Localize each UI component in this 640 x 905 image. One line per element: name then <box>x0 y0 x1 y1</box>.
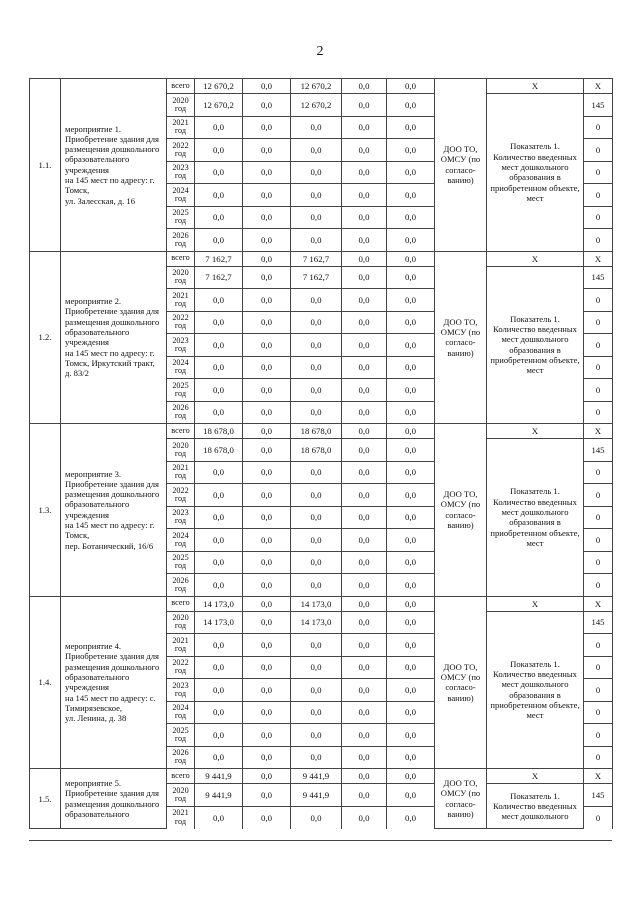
amount-cell: 7 162,7 <box>291 266 342 289</box>
amount-cell: 0,0 <box>243 701 291 724</box>
period-cell: 2026 год <box>167 229 195 252</box>
amount-cell: 9 441,9 <box>291 784 342 807</box>
amount-cell: 0,0 <box>387 379 435 402</box>
amount-cell: 0,0 <box>342 334 387 357</box>
period-cell: 2026 год <box>167 401 195 424</box>
indicator-value-cell: 0 <box>584 634 613 657</box>
period-cell: 2025 год <box>167 379 195 402</box>
indicator-total-cell: Х <box>487 769 584 784</box>
amount-cell: 0,0 <box>387 551 435 574</box>
indicator-value-cell: 0 <box>584 334 613 357</box>
period-cell: 2021 год <box>167 461 195 484</box>
period-cell: 2020 год <box>167 439 195 462</box>
amount-cell: 0,0 <box>387 484 435 507</box>
item-number: 1.5. <box>30 769 61 829</box>
amount-cell: 14 173,0 <box>195 611 243 634</box>
amount-cell: 0,0 <box>342 139 387 162</box>
amount-cell: 0,0 <box>243 334 291 357</box>
indicator-value-cell: 0 <box>584 806 613 829</box>
amount-cell: 0,0 <box>342 289 387 312</box>
indicator-value-cell: 0 <box>584 161 613 184</box>
table-bottom-border <box>29 840 612 841</box>
amount-cell: 0,0 <box>195 184 243 207</box>
amount-cell: 18 678,0 <box>291 439 342 462</box>
amount-cell: 0,0 <box>243 311 291 334</box>
amount-cell: 0,0 <box>387 439 435 462</box>
amount-cell: 0,0 <box>342 356 387 379</box>
executor-cell: ДОО ТО, ОМСУ (по согласо-ванию) <box>435 596 487 769</box>
indicator-value-cell: 0 <box>584 574 613 597</box>
indicator-cell: Показатель 1. Количество введенных мест дошкольного образования в приобретенном объекте, мест <box>487 439 584 597</box>
amount-cell: 0,0 <box>243 506 291 529</box>
period-cell: 2020 год <box>167 266 195 289</box>
amount-cell: 0,0 <box>243 424 291 439</box>
period-cell: 2023 год <box>167 506 195 529</box>
amount-cell: 12 670,2 <box>195 79 243 94</box>
amount-cell: 0,0 <box>243 769 291 784</box>
amount-cell: 0,0 <box>195 311 243 334</box>
period-cell: всего <box>167 596 195 611</box>
amount-cell: 0,0 <box>291 529 342 552</box>
amount-cell: 0,0 <box>342 806 387 829</box>
indicator-total-cell: Х <box>487 596 584 611</box>
amount-cell: 0,0 <box>195 506 243 529</box>
amount-cell: 0,0 <box>387 784 435 807</box>
amount-cell: 0,0 <box>291 461 342 484</box>
amount-cell: 0,0 <box>387 574 435 597</box>
executor-cell: ДОО ТО, ОМСУ (по согласо-ванию) <box>435 424 487 597</box>
amount-cell: 12 670,2 <box>195 94 243 117</box>
period-cell: 2021 год <box>167 806 195 829</box>
amount-cell: 0,0 <box>291 379 342 402</box>
amount-cell: 0,0 <box>243 484 291 507</box>
amount-cell: 0,0 <box>387 251 435 266</box>
amount-cell: 0,0 <box>243 574 291 597</box>
amount-cell: 0,0 <box>243 184 291 207</box>
amount-cell: 0,0 <box>342 161 387 184</box>
indicator-value-cell: Х <box>584 424 613 439</box>
amount-cell: 14 173,0 <box>291 611 342 634</box>
amount-cell: 0,0 <box>387 401 435 424</box>
amount-cell: 0,0 <box>243 139 291 162</box>
amount-cell: 0,0 <box>291 506 342 529</box>
indicator-value-cell: 145 <box>584 94 613 117</box>
amount-cell: 0,0 <box>291 311 342 334</box>
indicator-value-cell: 0 <box>584 311 613 334</box>
item-name: мероприятие 5. Приобретение здания для размещения дошкольного образовательного <box>61 769 167 829</box>
amount-cell: 0,0 <box>387 161 435 184</box>
indicator-value-cell: 0 <box>584 289 613 312</box>
indicator-value-cell: 0 <box>584 206 613 229</box>
amount-cell: 0,0 <box>291 679 342 702</box>
amount-cell: 0,0 <box>243 356 291 379</box>
amount-cell: 0,0 <box>243 379 291 402</box>
amount-cell: 0,0 <box>342 656 387 679</box>
amount-cell: 0,0 <box>291 161 342 184</box>
amount-cell: 0,0 <box>342 679 387 702</box>
period-cell: 2022 год <box>167 656 195 679</box>
amount-cell: 0,0 <box>195 679 243 702</box>
amount-cell: 0,0 <box>243 94 291 117</box>
indicator-value-cell: 0 <box>584 679 613 702</box>
period-cell: 2025 год <box>167 724 195 747</box>
amount-cell: 0,0 <box>243 439 291 462</box>
amount-cell: 0,0 <box>195 574 243 597</box>
indicator-cell: Показатель 1. Количество введенных мест дошкольного образования в приобретенном объекте, мест <box>487 611 584 769</box>
table-row <box>30 251 613 266</box>
amount-cell: 12 670,2 <box>291 79 342 94</box>
indicator-total-cell: Х <box>487 424 584 439</box>
amount-cell: 0,0 <box>342 116 387 139</box>
amount-cell: 0,0 <box>195 656 243 679</box>
amount-cell: 0,0 <box>243 401 291 424</box>
amount-cell: 14 173,0 <box>195 596 243 611</box>
table-row <box>30 596 613 611</box>
period-cell: 2026 год <box>167 746 195 769</box>
period-cell: всего <box>167 251 195 266</box>
table-row <box>30 79 613 94</box>
amount-cell: 0,0 <box>195 701 243 724</box>
executor-cell: ДОО ТО, ОМСУ (по согласо-ванию) <box>435 251 487 424</box>
amount-cell: 0,0 <box>195 634 243 657</box>
amount-cell: 0,0 <box>342 506 387 529</box>
period-cell: 2023 год <box>167 679 195 702</box>
period-cell: всего <box>167 79 195 94</box>
amount-cell: 0,0 <box>291 634 342 657</box>
amount-cell: 0,0 <box>387 679 435 702</box>
amount-cell: 0,0 <box>291 656 342 679</box>
amount-cell: 18 678,0 <box>291 424 342 439</box>
indicator-value-cell: 0 <box>584 229 613 252</box>
amount-cell: 0,0 <box>342 184 387 207</box>
amount-cell: 0,0 <box>195 229 243 252</box>
amount-cell: 0,0 <box>342 634 387 657</box>
amount-cell: 0,0 <box>387 206 435 229</box>
indicator-value-cell: 0 <box>584 356 613 379</box>
amount-cell: 14 173,0 <box>291 596 342 611</box>
period-cell: 2020 год <box>167 611 195 634</box>
amount-cell: 0,0 <box>195 746 243 769</box>
amount-cell: 0,0 <box>195 484 243 507</box>
amount-cell: 0,0 <box>342 701 387 724</box>
amount-cell: 9 441,9 <box>195 784 243 807</box>
amount-cell: 0,0 <box>387 424 435 439</box>
amount-cell: 0,0 <box>243 206 291 229</box>
amount-cell: 18 678,0 <box>195 439 243 462</box>
period-cell: 2021 год <box>167 634 195 657</box>
item-number: 1.4. <box>30 596 61 769</box>
amount-cell: 0,0 <box>342 769 387 784</box>
amount-cell: 0,0 <box>291 334 342 357</box>
indicator-total-cell: Х <box>487 79 584 94</box>
amount-cell: 0,0 <box>243 784 291 807</box>
item-number: 1.2. <box>30 251 61 424</box>
item-name: мероприятие 4. Приобретение здания для размещения дошкольного образовательного учреждения на 145 мест по адресу: с. Тимирязевское, ул. Ленина, д. 38 <box>61 596 167 769</box>
amount-cell: 0,0 <box>291 229 342 252</box>
amount-cell: 18 678,0 <box>195 424 243 439</box>
amount-cell: 0,0 <box>387 356 435 379</box>
amount-cell: 0,0 <box>342 746 387 769</box>
amount-cell: 0,0 <box>243 724 291 747</box>
amount-cell: 0,0 <box>195 529 243 552</box>
amount-cell: 0,0 <box>387 116 435 139</box>
amount-cell: 0,0 <box>387 506 435 529</box>
amount-cell: 0,0 <box>243 679 291 702</box>
amount-cell: 0,0 <box>342 439 387 462</box>
indicator-value-cell: 0 <box>584 461 613 484</box>
indicator-value-cell: 0 <box>584 184 613 207</box>
indicator-value-cell: Х <box>584 79 613 94</box>
amount-cell: 0,0 <box>291 356 342 379</box>
indicator-value-cell: 145 <box>584 439 613 462</box>
amount-cell: 0,0 <box>243 551 291 574</box>
amount-cell: 0,0 <box>243 461 291 484</box>
period-cell: 2025 год <box>167 551 195 574</box>
period-cell: 2020 год <box>167 784 195 807</box>
indicator-cell: Показатель 1. Количество введенных мест дошкольного <box>487 784 584 829</box>
indicator-value-cell: 0 <box>584 506 613 529</box>
amount-cell: 0,0 <box>195 379 243 402</box>
amount-cell: 0,0 <box>243 656 291 679</box>
period-cell: 2022 год <box>167 484 195 507</box>
period-cell: всего <box>167 424 195 439</box>
period-cell: 2025 год <box>167 206 195 229</box>
amount-cell: 0,0 <box>387 139 435 162</box>
amount-cell: 0,0 <box>243 251 291 266</box>
amount-cell: 0,0 <box>342 311 387 334</box>
period-cell: 2023 год <box>167 161 195 184</box>
amount-cell: 0,0 <box>291 289 342 312</box>
indicator-value-cell: 0 <box>584 139 613 162</box>
amount-cell: 0,0 <box>387 289 435 312</box>
period-cell: 2026 год <box>167 574 195 597</box>
item-number: 1.1. <box>30 79 61 252</box>
amount-cell: 0,0 <box>243 79 291 94</box>
amount-cell: 0,0 <box>387 311 435 334</box>
amount-cell: 0,0 <box>387 701 435 724</box>
amount-cell: 0,0 <box>387 634 435 657</box>
amount-cell: 0,0 <box>387 229 435 252</box>
amount-cell: 0,0 <box>387 184 435 207</box>
amount-cell: 0,0 <box>243 596 291 611</box>
indicator-value-cell: 0 <box>584 656 613 679</box>
amount-cell: 0,0 <box>342 529 387 552</box>
indicator-value-cell: Х <box>584 251 613 266</box>
amount-cell: 0,0 <box>243 229 291 252</box>
amount-cell: 0,0 <box>195 724 243 747</box>
amount-cell: 0,0 <box>342 724 387 747</box>
indicator-total-cell: Х <box>487 251 584 266</box>
amount-cell: 0,0 <box>291 551 342 574</box>
item-name: мероприятие 1. Приобретение здания для размещения дошкольного образовательного учреждения на 145 мест по адресу: г. Томск, ул. Залесская, д. 16 <box>61 79 167 252</box>
table-row <box>30 769 613 784</box>
amount-cell: 0,0 <box>195 401 243 424</box>
amount-cell: 0,0 <box>342 94 387 117</box>
amount-cell: 0,0 <box>387 656 435 679</box>
amount-cell: 0,0 <box>387 79 435 94</box>
amount-cell: 0,0 <box>243 806 291 829</box>
amount-cell: 0,0 <box>342 424 387 439</box>
indicator-value-cell: 0 <box>584 484 613 507</box>
amount-cell: 7 162,7 <box>291 251 342 266</box>
page-number: 2 <box>316 44 324 59</box>
amount-cell: 0,0 <box>342 784 387 807</box>
amount-cell: 0,0 <box>291 806 342 829</box>
amount-cell: 0,0 <box>387 94 435 117</box>
amount-cell: 0,0 <box>195 206 243 229</box>
indicator-value-cell: 0 <box>584 116 613 139</box>
indicator-value-cell: Х <box>584 769 613 784</box>
amount-cell: 0,0 <box>342 551 387 574</box>
indicator-value-cell: 145 <box>584 611 613 634</box>
amount-cell: 0,0 <box>291 401 342 424</box>
amount-cell: 0,0 <box>342 229 387 252</box>
amount-cell: 0,0 <box>195 139 243 162</box>
period-cell: 2024 год <box>167 529 195 552</box>
amount-cell: 0,0 <box>342 596 387 611</box>
indicator-value-cell: 0 <box>584 724 613 747</box>
amount-cell: 12 670,2 <box>291 94 342 117</box>
amount-cell: 0,0 <box>195 461 243 484</box>
period-cell: 2022 год <box>167 139 195 162</box>
amount-cell: 0,0 <box>243 289 291 312</box>
amount-cell: 0,0 <box>195 334 243 357</box>
item-number: 1.3. <box>30 424 61 597</box>
amount-cell: 0,0 <box>342 611 387 634</box>
period-cell: 2021 год <box>167 289 195 312</box>
amount-cell: 0,0 <box>291 116 342 139</box>
indicator-cell: Показатель 1. Количество введенных мест дошкольного образования в приобретенном объекте, мест <box>487 266 584 424</box>
amount-cell: 0,0 <box>342 401 387 424</box>
amount-cell: 0,0 <box>243 116 291 139</box>
amount-cell: 0,0 <box>195 161 243 184</box>
amount-cell: 0,0 <box>243 634 291 657</box>
period-cell: 2024 год <box>167 184 195 207</box>
amount-cell: 0,0 <box>243 529 291 552</box>
period-cell: 2020 год <box>167 94 195 117</box>
indicator-value-cell: 0 <box>584 701 613 724</box>
amount-cell: 0,0 <box>291 484 342 507</box>
indicator-cell: Показатель 1. Количество введенных мест дошкольного образования в приобретенном объекте, мест <box>487 94 584 252</box>
amount-cell: 0,0 <box>342 484 387 507</box>
indicator-value-cell: 0 <box>584 529 613 552</box>
executor-cell: ДОО ТО, ОМСУ (по согласо-ванию) <box>435 79 487 252</box>
executor-cell: ДОО ТО, ОМСУ (по согласо-ванию) <box>435 769 487 829</box>
amount-cell: 0,0 <box>342 79 387 94</box>
amount-cell: 0,0 <box>291 724 342 747</box>
period-cell: 2021 год <box>167 116 195 139</box>
amount-cell: 0,0 <box>243 611 291 634</box>
period-cell: 2024 год <box>167 356 195 379</box>
indicator-value-cell: 0 <box>584 746 613 769</box>
amount-cell: 0,0 <box>291 139 342 162</box>
amount-cell: 0,0 <box>387 529 435 552</box>
period-cell: всего <box>167 769 195 784</box>
indicator-value-cell: 0 <box>584 401 613 424</box>
amount-cell: 0,0 <box>243 746 291 769</box>
amount-cell: 0,0 <box>387 596 435 611</box>
amount-cell: 9 441,9 <box>291 769 342 784</box>
amount-cell: 0,0 <box>387 611 435 634</box>
amount-cell: 0,0 <box>291 701 342 724</box>
amount-cell: 9 441,9 <box>195 769 243 784</box>
amount-cell: 0,0 <box>291 746 342 769</box>
indicator-value-cell: 0 <box>584 551 613 574</box>
amount-cell: 0,0 <box>243 161 291 184</box>
amount-cell: 0,0 <box>195 806 243 829</box>
amount-cell: 0,0 <box>387 806 435 829</box>
amount-cell: 0,0 <box>195 551 243 574</box>
amount-cell: 0,0 <box>291 184 342 207</box>
amount-cell: 0,0 <box>342 251 387 266</box>
amount-cell: 0,0 <box>387 724 435 747</box>
amount-cell: 0,0 <box>243 266 291 289</box>
amount-cell: 0,0 <box>387 746 435 769</box>
item-name: мероприятие 2. Приобретение здания для размещения дошкольного образовательного учреждения на 145 мест по адресу: г. Томск, Иркутский тракт, д. 83/2 <box>61 251 167 424</box>
amount-cell: 0,0 <box>342 266 387 289</box>
amount-cell: 0,0 <box>342 574 387 597</box>
period-cell: 2023 год <box>167 334 195 357</box>
indicator-value-cell: 145 <box>584 784 613 807</box>
amount-cell: 7 162,7 <box>195 251 243 266</box>
amount-cell: 0,0 <box>195 289 243 312</box>
amount-cell: 0,0 <box>387 461 435 484</box>
amount-cell: 0,0 <box>342 379 387 402</box>
amount-cell: 0,0 <box>387 769 435 784</box>
amount-cell: 0,0 <box>291 574 342 597</box>
program-activities-table <box>29 78 613 829</box>
table-row <box>30 424 613 439</box>
amount-cell: 0,0 <box>342 206 387 229</box>
amount-cell: 0,0 <box>387 334 435 357</box>
amount-cell: 0,0 <box>387 266 435 289</box>
amount-cell: 0,0 <box>342 461 387 484</box>
item-name: мероприятие 3. Приобретение здания для размещения дошкольного образовательного учреждения на 145 мест по адресу: г. Томск, пер. Ботанический, 16/6 <box>61 424 167 597</box>
period-cell: 2024 год <box>167 701 195 724</box>
indicator-value-cell: 0 <box>584 379 613 402</box>
amount-cell: 7 162,7 <box>195 266 243 289</box>
amount-cell: 0,0 <box>195 116 243 139</box>
amount-cell: 0,0 <box>291 206 342 229</box>
period-cell: 2022 год <box>167 311 195 334</box>
amount-cell: 0,0 <box>195 356 243 379</box>
indicator-value-cell: Х <box>584 596 613 611</box>
indicator-value-cell: 145 <box>584 266 613 289</box>
